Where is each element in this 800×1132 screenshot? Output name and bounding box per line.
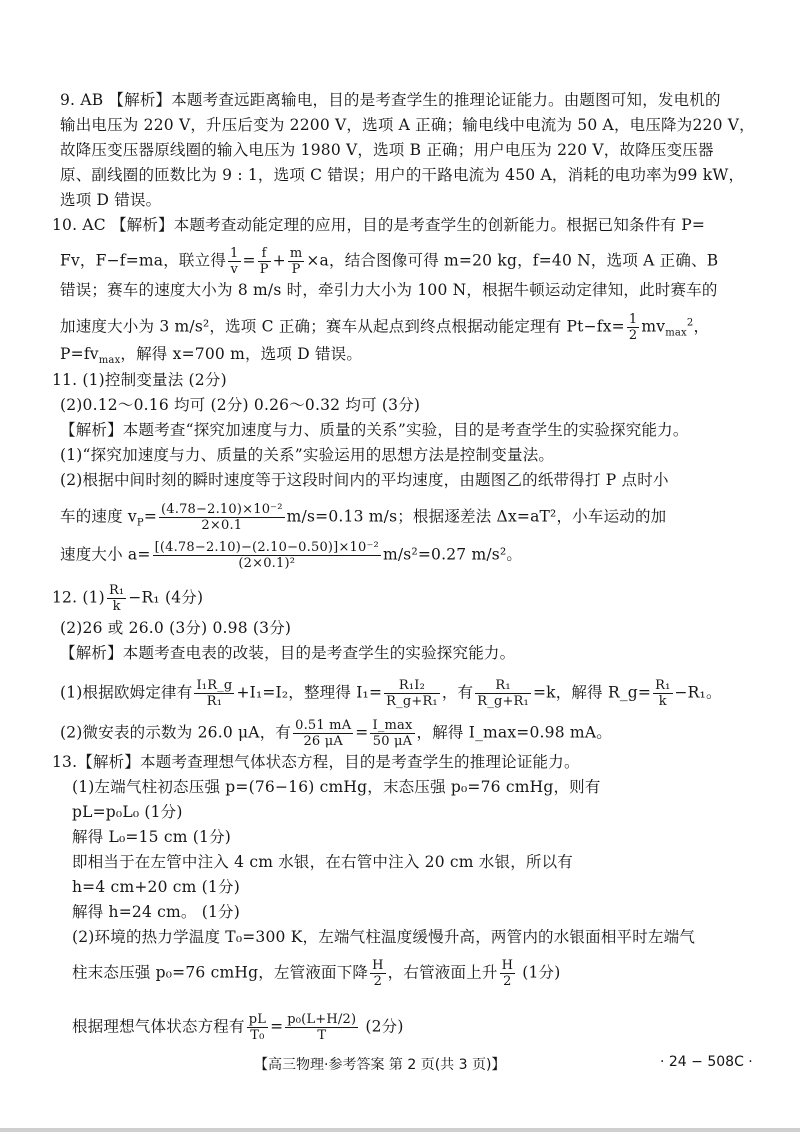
q11-line-2: (2)0.12～0.16 均可 (2分) 0.26～0.32 均可 (3分) — [60, 396, 421, 414]
q10-line-2: Fv，F−f=ma，联立得 $\frac{1}{v}$ = $\frac{f}{P}$ + $\frac{m}{P}$ ×a，结合图像可得 m=20 kg，f=40 N，选项 A 正确、B — [60, 246, 719, 277]
q9-line-4: 原、副线圈的匝数比为 9 : 1，选项 C 错误；用户的干路电流为 450 A，消耗的电功率为99 kW， — [60, 166, 745, 184]
q10-frac-3: $\frac{m}{P}$ — [289, 246, 303, 277]
q12-frac-1: $\frac{\text{R₁}}{k}$ — [108, 583, 125, 614]
q10-line-5: $P=fv_{max}$，解得 x=700 m，选项 D 错误。 — [60, 345, 363, 367]
q13-line-6: h=4 cm+20 cm (1分) — [72, 878, 240, 896]
q13-line-1: 13.【解析】本题考查理想气体状态方程，目的是考查学生的推理论证能力。 — [52, 753, 580, 771]
q12-line-1: 12. (1) $\frac{\text{R₁}}{k}$ −R₁ (4分) — [52, 583, 204, 614]
q13-line-3: pL=p₀L₀ (1分) — [72, 803, 183, 821]
q9-line-2: 输出电压为 220 V，升压后变为 2200 V，选项 A 正确；输电线中电流为 50 A，电压降为220 V， — [60, 116, 755, 134]
q13-line-9: 柱末态压强 p₀=76 cmHg，左管液面下降 $\frac{H}{2}$ ，右管液面上升 $\frac{H}{2}$ (1分) — [72, 958, 561, 989]
q10-frac-4: $\frac{1}{2}$ — [628, 312, 638, 343]
q11-line-5: (2)根据中间时刻的瞬时速度等于这段时间内的平均速度，由题图乙的纸带得打 P 点时小 — [60, 471, 669, 489]
q10-line-4: 加速度大小为 3 m/s²，选项 C 正确；赛车从起点到终点根据动能定理有 Pt−fx= $\frac{1}{2}$ $mv_{max}^2$， — [60, 312, 710, 343]
q10-line-3: 错误；赛车的速度大小为 8 m/s 时，牵引力大小为 100 N，根据牛顿运动定律知，此时赛车的 — [60, 281, 718, 299]
q11-line-6: 车的速度 $v_P=$ $\frac{\text{(4.78−2.10)×10⁻²}}{2\times 0.1}$ m/s=0.13 m/s；根据逐差法 Δx=aT²，小车运动的加 — [60, 502, 667, 533]
q11-line-1: 11. (1)控制变量法 (2分) — [52, 371, 227, 389]
q11-line-4: (1)“探究加速度与力、质量的关系”实验运用的思想方法是控制变量法。 — [60, 446, 555, 464]
q13-line-10: 根据理想气体状态方程有 $\frac{pL}{\text{T₀}}$ = $\frac{\text{p₀(L+H/2)}}{T}$ (2分) — [72, 1012, 404, 1043]
q12-line-3: 【解析】本题考查电表的改装，目的是考查学生的实验探究能力。 — [60, 644, 516, 662]
q10-frac-2: $\frac{f}{P}$ — [259, 246, 269, 277]
q12-line-2: (2)26 或 26.0 (3分) 0.98 (3分) — [60, 619, 292, 637]
q11-line-7: 速度大小 a= $\frac{\text{[(4.78−2.10)−(2.10−0.50)]×10⁻²}}{\text{(2×0.1)²}}$ m/s²=0.27 m/s²。 — [60, 540, 523, 571]
q10-line-1: 10. AC 【解析】本题考查动能定理的应用，目的是考查学生的创新能力。根据已知条件有 P= — [52, 216, 706, 234]
q13-line-7: 解得 h=24 cm。 (1分) — [72, 903, 241, 921]
q11-accel-frac: $\frac{\text{[(4.78−2.10)−(2.10−0.50)]×10⁻²}}{\text{(2×0.1)²}}$ — [154, 540, 379, 571]
q9-line-3: 故降压变压器原线圈的输入电压为 1980 V，选项 B 正确；用户电压为 220 V，故降压变压器 — [60, 141, 714, 159]
q13-line-8: (2)环境的热力学温度 T₀=300 K，左端气柱温度缓慢升高，两管内的水银面相平时左端气 — [72, 928, 696, 946]
q11-velocity-frac: $\frac{\text{(4.78−2.10)×10⁻²}}{2\times 0.1}$ — [161, 502, 283, 533]
q13-line-4: 解得 L₀=15 cm (1分) — [72, 828, 232, 846]
q13-line-5: 即相当于在左管中注入 4 cm 水银，在右管中注入 20 cm 水银，所以有 — [72, 853, 574, 871]
q9-line-5: 选项 D 错误。 — [60, 191, 162, 209]
q13-line-2: (1)左端气柱初态压强 p=(76−16) cmHg，末态压强 p₀=76 cmHg，则有 — [72, 778, 601, 796]
q10-frac-1: $\frac{1}{v}$ — [230, 246, 239, 277]
scan-edge — [0, 1128, 800, 1132]
page-footer: 【高三物理·参考答案 第 2 页(共 3 页)】 — [254, 1057, 506, 1073]
q9-line-1: 9. AB 【解析】本题考查远距离输电，目的是考查学生的推理论证能力。由题图可知，发电机的 — [60, 91, 721, 109]
q12-line-5: (2)微安表的示数为 26.0 μA，有 $\frac{0.51 mA}{26 \mu A}$ = $\frac{I\_\max}{50 \mu A}$ ，解得 I_max=0.98 mA。 — [60, 718, 612, 749]
doc-code: · 24 − 508C · — [660, 1054, 753, 1070]
q12-line-4: (1)根据欧姆定律有 $\frac{\text{I₁R\_g}}{\text{R₁}}$ +I₁=I₂，整理得 I₁= $\frac{\text{R₁I₂}}{\text{R\_g+R₁}}$ ，有 $\frac{\text{R₁}}{\text{R\_g+R₁}}$ =k，解得 R_g= $\frac{\text{R₁}}{k}$ −R₁。 — [60, 678, 722, 709]
q11-line-3: 【解析】本题考查“探究加速度与力、质量的关系”实验，目的是考查学生的实验探究能力。 — [60, 421, 689, 439]
